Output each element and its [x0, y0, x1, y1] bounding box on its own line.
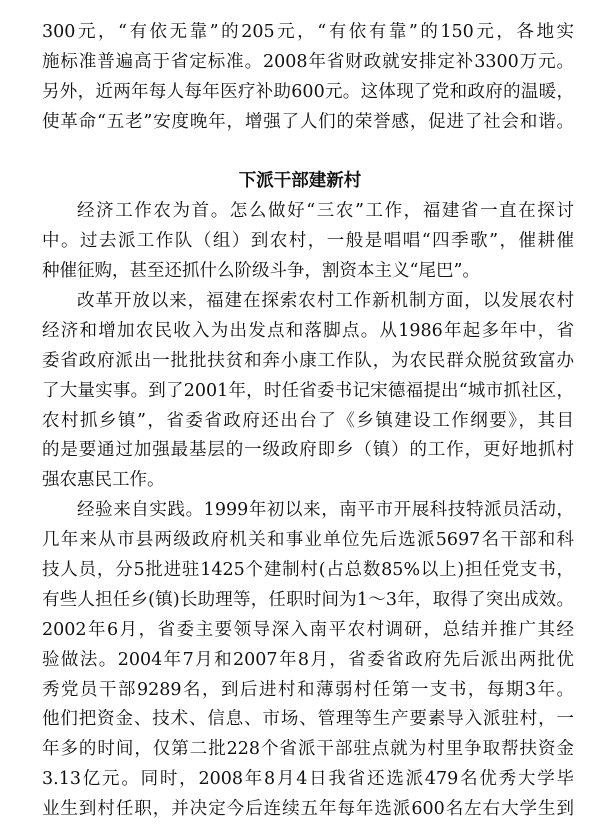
text-line: 技人员，分5批进驻1425个建制村(占总数85%以上)担任党支书， — [42, 560, 574, 580]
text-line: 使革命“五老”安度晚年，增强了人们的荣誉感，促进了社会和谐。 — [42, 111, 574, 132]
text-line: 的是要通过加强最基层的一级政府即乡（镇）的工作，更好地抓村 — [42, 440, 574, 461]
text-line: 经济和增加农民收入为出发点和落脚点。从1986年起多年中，省 — [42, 320, 574, 341]
paragraph-first-line: 经济工作农为首。怎么做好“三农”工作，福建省一直在探讨 — [77, 201, 574, 222]
text-line: 验做法。2004年7月和2007年8月，省委省政府先后派出两批优 — [42, 649, 574, 670]
section-heading: 下派干部建新村 — [238, 171, 362, 192]
text-line: 了大量实事。到了2001年，时任省委书记宋德福提出“城市抓社区， — [42, 380, 574, 401]
text-line: 强农惠民工作。 — [42, 470, 165, 491]
text-line: 300元，“有依无靠”的205元，“有依有靠”的150元，各地实 — [42, 22, 574, 42]
paragraph-first-line: 经验来自实践。1999年初以来，南平市开展科技特派员活动， — [77, 500, 574, 521]
paragraph-first-line: 改革开放以来，福建在探索农村工作新机制方面，以发展农村 — [77, 291, 574, 311]
text-line: 秀党员干部9289名，到后进村和薄弱村任第一支书，每期3年。 — [42, 679, 574, 700]
text-line: 3.13亿元。同时，2008年8月4日我省还选派479名优秀大学毕 — [42, 769, 574, 790]
text-line: 他们把资金、技术、信息、市场、管理等生产要素导入派驻村，一 — [42, 709, 574, 730]
text-line: 业生到村任职，并决定今后连续五年每年选派600名左右大学生到 — [42, 799, 574, 820]
text-line: 中。过去派工作队（组）到农村，一般是唱唱“四季歌”，催耕催 — [42, 231, 574, 252]
text-line: 农村抓乡镇”，省委省政府还出台了《乡镇建设工作纲要》，其目 — [42, 410, 574, 431]
text-line: 施标准普遍高于省定标准。2008年省财政就安排定补3300万元。 — [42, 51, 574, 72]
text-line: 有些人担任乡(镇)长助理等，任职时间为1～3年，取得了突出成效。 — [42, 589, 574, 610]
text-line: 另外，近两年每人每年医疗补助600元。这体现了党和政府的温暖， — [42, 81, 574, 102]
text-line: 种催征购，甚至还抓什么阶级斗争，割资本主义“尾巴”。 — [42, 261, 480, 282]
text-line: 委省政府派出一批批扶贫和奔小康工作队，为农民群众脱贫致富办 — [42, 350, 574, 371]
text-line: 2002年6月，省委主要领导深入南平农村调研，总结并推广其经 — [42, 619, 574, 640]
text-line: 年多的时间，仅第二批228个省派干部驻点就为村里争取帮扶资金 — [42, 739, 574, 760]
text-line: 几年来从市县两级政府机关和事业单位先后选派5697名干部和科 — [42, 530, 574, 551]
